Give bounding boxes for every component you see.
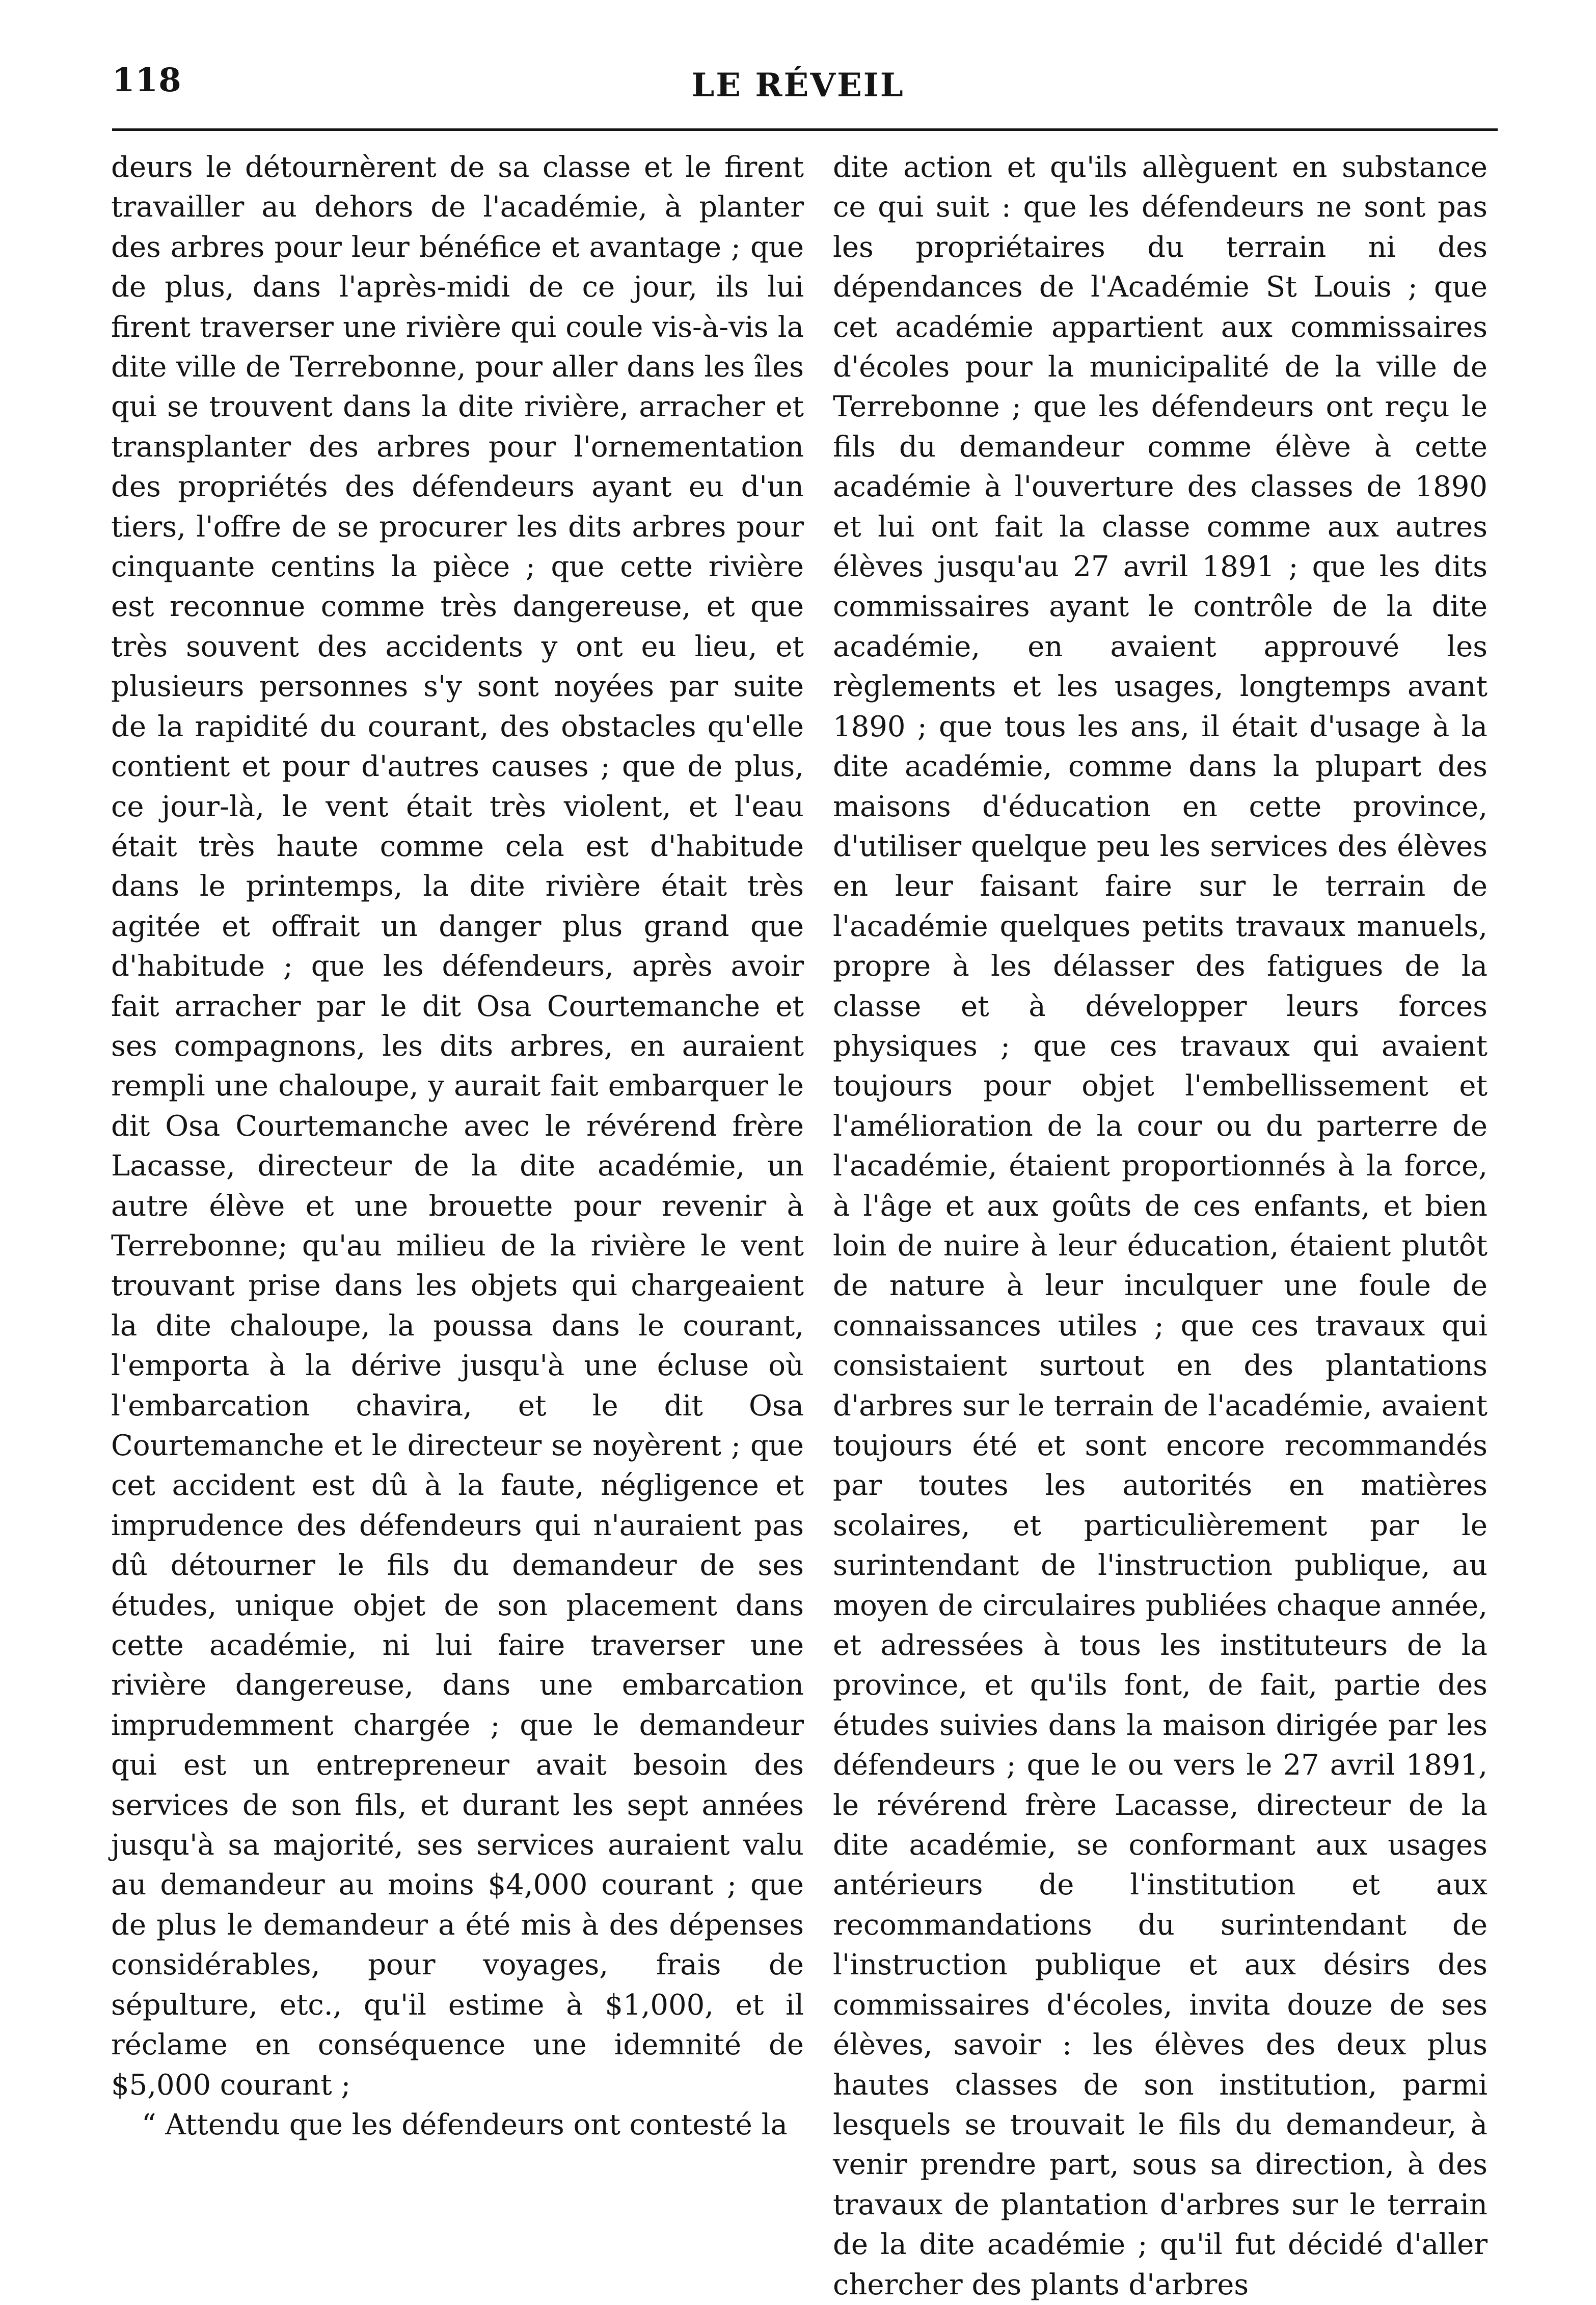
left-paragraph-1: deurs le détournèrent de sa classe et le firent travailler au dehors de l'académie, à planter des arbres pour leur bénéfice et avantage ; que de plus, dans l'après-midi de ce jour, ils lui firent traverser une rivière qui coule vis-à-vis la dite ville de Terrebonne, pour aller dans les îles qui se trouvent dans la dite rivière, arracher et transplanter des arbres pour l'ornementation des propriétés des défendeurs ayant eu d'un tiers, l'offre de se procurer les dits arbres pour cinquante centins la pièce ; que cette rivière est reconnue comme très dangereuse, et que très souvent des accidents y ont eu lieu, et plusieurs personnes s'y sont noyées par suite de la rapidité du courant, des obstacles qu'elle contient et pour d'autres causes ; que de plus, ce jour-là, le vent était très violent, et l'eau était très haute comme cela est d'habitude dans le printemps, la dite rivière était très agitée et offrait un danger plus grand que d'habitude ; que les défendeurs, après avoir fait arracher par le dit Osa Courtemanche et ses compagnons, les dits arbres, en auraient rempli une chaloupe, y aurait fait embarquer le dit Osa Courtemanche avec le révérend frère Lacasse, directeur de la dite académie, un autre élève et une brouette pour revenir à Terrebonne; qu'au milieu de la rivière le vent trouvant prise dans les objets qui chargeaient la dite chaloupe, la poussa dans le courant, l'emporta à la dérive jusqu'à une écluse où l'embarcation chavira, et le dit Osa Courtemanche et le directeur se noyèrent ; que cet accident est dû à la faute, négligence et imprudence des défendeurs qui n'auraient pas dû détourner le fils du demandeur de ses études, unique objet de son placement dans cette académie, ni lui faire traverser une rivière dangereuse, dans une embarcation imprudemment chargée ; que le demandeur qui est un entrepreneur avait besoin des services de son fils, et durant les sept années jusqu'à sa majorité, ses services auraient valu au demandeur au moins $4,000 courant ; que de plus le demandeur a été mis à des dépenses considérables, pour voyages, frais de sépulture, etc., qu'il estime à $1,000, et il réclame en conséquence une idemnité de $5,000 courant ; — [111, 151, 804, 2102]
left-column — [111, 148, 804, 2145]
right-paragraph-1: dite action et qu'ils allèguent en substance ce qui suit : que les défendeurs ne sont pas les propriétaires du terrain ni des dépendances de l'Académie St Louis ; que cet académie appartient aux commissaires d'écoles pour la municipalité de la ville de Terrebonne ; que les défendeurs ont reçu le fils du demandeur comme élève à cette académie à l'ouverture des classes de 1890 et lui ont fait la classe comme aux autres élèves jusqu'au 27 avril 1891 ; que les dits commissaires ayant le contrôle de la dite académie, en avaient approuvé les règlements et les usages, longtemps avant 1890 ; que tous les ans, il était d'usage à la dite académie, comme dans la plupart des maisons d'éducation en cette province, d'utiliser quelque peu les services des élèves en leur faisant faire sur le terrain de l'académie quelques petits travaux manuels, propre à les délasser des fatigues de la classe et à développer leurs forces physiques ; que ces travaux qui avaient toujours pour objet l'embellissement et l'amélioration de la cour ou du parterre de l'académie, étaient proportionnés à la force, à l'âge et aux goûts de ces enfants, et bien loin de nuire à leur éducation, étaient plutôt de nature à leur inculquer une foule de connaissances utiles ; que ces travaux qui consistaient surtout en des plantations d'arbres sur le terrain de l'académie, avaient toujours été et sont encore recommandés par toutes les autorités en matières scolaires, et particulièrement par le surintendant de l'instruction publique, au moyen de circulaires publiées chaque année, et adressées à tous les instituteurs de la province, et qu'ils font, de fait, partie des études suivies dans la maison dirigée par les défendeurs ; que le ou vers le 27 avril 1891, le révérend frère Lacasse, directeur de la dite académie, se conformant aux usages antérieurs de l'institution et aux recommandations du surintendant de l'instruction publique et aux désirs des commissaires d'écoles, invita douze de ses élèves, savoir : les élèves des deux plus hautes classes de son institution, parmi lesquels se trouvait le fils du demandeur, à venir prendre part, sous sa direction, à des travaux de plantation d'arbres sur le terrain de la dite académie ; qu'il fut décidé d'aller chercher des plants d'arbres — [833, 151, 1487, 2301]
running-title: LE RÉVEIL — [691, 66, 905, 104]
page-number: 118 — [112, 61, 182, 99]
header-rule — [112, 128, 1498, 131]
right-column — [833, 148, 1487, 2305]
left-paragraph-2: “ Attendu que les défendeurs ont contesté la — [142, 2108, 788, 2141]
